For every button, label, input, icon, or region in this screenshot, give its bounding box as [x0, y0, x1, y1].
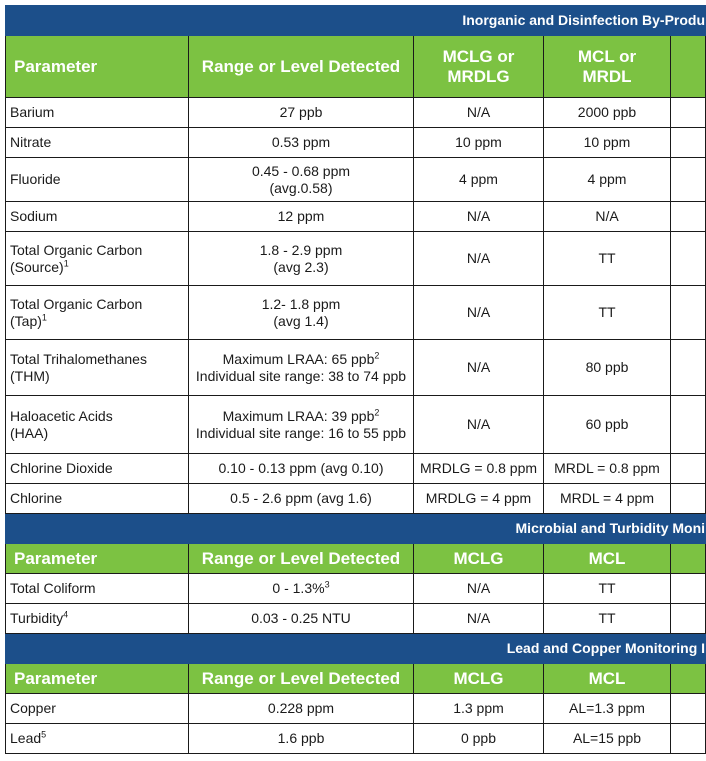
range-cell: 0.5 - 2.6 ppm (avg 1.6): [189, 484, 414, 514]
mcl-cell: 2000 ppb: [544, 98, 671, 128]
mclg-cell: N/A: [414, 98, 544, 128]
range-cell: 0.03 - 0.25 NTU: [189, 604, 414, 634]
parameter-cell: Fluoride: [6, 158, 189, 202]
section-band-microbial: [6, 514, 706, 544]
mcl-cell: MRDL = 0.8 ppm: [544, 454, 671, 484]
mclg-cell: MRDLG = 4 ppm: [414, 484, 544, 514]
range-cell: 0.45 - 0.68 ppm (avg.0.58): [189, 158, 414, 202]
section-title: Microbial and Turbidity Moni: [6, 514, 706, 544]
extra-cell: [671, 604, 706, 634]
extra-cell: [671, 724, 706, 754]
range-cell: 1.8 - 2.9 ppm (avg 2.3): [189, 232, 414, 286]
parameter-cell: Haloacetic Acids (HAA): [6, 396, 189, 454]
col-range: Range or Level Detected: [189, 544, 414, 574]
section-band-lead-copper: [6, 634, 706, 664]
range-cell: 27 ppb: [189, 98, 414, 128]
mcl-cell: TT: [544, 286, 671, 340]
mclg-cell: N/A: [414, 396, 544, 454]
section-band-inorganic: [6, 6, 706, 36]
col-parameter: Parameter: [6, 36, 189, 98]
col-mclg: MCLG or MRDLG: [414, 36, 544, 98]
mcl-cell: TT: [544, 574, 671, 604]
mcl-cell: AL=15 ppb: [544, 724, 671, 754]
water-quality-table: [5, 5, 706, 754]
parameter-cell: Chlorine Dioxide: [6, 454, 189, 484]
col-parameter: Parameter: [6, 664, 189, 694]
parameter-cell: Barium: [6, 98, 189, 128]
col-parameter: Parameter: [6, 544, 189, 574]
col-range: Range or Level Detected: [189, 36, 414, 98]
extra-cell: [671, 340, 706, 396]
mclg-cell: MRDLG = 0.8 ppm: [414, 454, 544, 484]
parameter-cell: Lead$^5$: [6, 724, 189, 754]
mclg-cell: 1.3 ppm: [414, 694, 544, 724]
mclg-cell: N/A: [414, 340, 544, 396]
parameter-cell: Turbidity$^4$: [6, 604, 189, 634]
table-row: [6, 484, 706, 514]
extra-cell: [671, 454, 706, 484]
extra-cell: [671, 202, 706, 232]
section-title: Inorganic and Disinfection By-Produ: [6, 6, 706, 36]
header-row: [6, 664, 706, 694]
parameter-cell: Total Organic Carbon (Source)$^1$: [6, 232, 189, 286]
extra-cell: [671, 286, 706, 340]
header-row: [6, 544, 706, 574]
table-row: [6, 340, 706, 396]
table-row: [6, 202, 706, 232]
col-range: Range or Level Detected: [189, 664, 414, 694]
extra-cell: [671, 396, 706, 454]
table-row: [6, 694, 706, 724]
range-cell: 1.2- 1.8 ppm (avg 1.4): [189, 286, 414, 340]
table-row: [6, 232, 706, 286]
extra-cell: [671, 98, 706, 128]
col-mcl: MCL or MRDL: [544, 36, 671, 98]
extra-cell: [671, 484, 706, 514]
extra-cell: [671, 574, 706, 604]
extra-cell: [671, 232, 706, 286]
col-extra: [671, 664, 706, 694]
mcl-cell: TT: [544, 232, 671, 286]
col-extra: [671, 36, 706, 98]
mcl-cell: AL=1.3 ppm: [544, 694, 671, 724]
mclg-cell: N/A: [414, 202, 544, 232]
mclg-cell: N/A: [414, 286, 544, 340]
mcl-cell: MRDL = 4 ppm: [544, 484, 671, 514]
range-cell: 12 ppm: [189, 202, 414, 232]
parameter-cell: Total Organic Carbon (Tap)$^1$: [6, 286, 189, 340]
col-mcl: MCL: [544, 664, 671, 694]
mclg-cell: 10 ppm: [414, 128, 544, 158]
table-row: [6, 128, 706, 158]
table-row: [6, 724, 706, 754]
mclg-cell: 0 ppb: [414, 724, 544, 754]
mcl-cell: N/A: [544, 202, 671, 232]
parameter-cell: Chlorine: [6, 484, 189, 514]
mcl-cell: TT: [544, 604, 671, 634]
range-cell: Maximum LRAA: 39 ppb$^2$ Individual site range: 16 to 55 ppb: [189, 396, 414, 454]
table-row: [6, 286, 706, 340]
range-cell: 0.53 ppm: [189, 128, 414, 158]
range-cell: 1.6 ppb: [189, 724, 414, 754]
table-row: [6, 454, 706, 484]
parameter-cell: Total Trihalomethanes (THM): [6, 340, 189, 396]
mclg-cell: N/A: [414, 604, 544, 634]
table-row: [6, 574, 706, 604]
col-mclg: MCLG: [414, 664, 544, 694]
range-cell: Maximum LRAA: 65 ppb$^2$ Individual site range: 38 to 74 ppb: [189, 340, 414, 396]
extra-cell: [671, 694, 706, 724]
mclg-cell: N/A: [414, 232, 544, 286]
mcl-cell: 10 ppm: [544, 128, 671, 158]
range-cell: 0 - 1.3%$^3$: [189, 574, 414, 604]
section-title: Lead and Copper Monitoring I: [6, 634, 706, 664]
parameter-cell: Copper: [6, 694, 189, 724]
table-row: [6, 604, 706, 634]
mcl-cell: 4 ppm: [544, 158, 671, 202]
mcl-cell: 60 ppb: [544, 396, 671, 454]
range-cell: 0.10 - 0.13 ppm (avg 0.10): [189, 454, 414, 484]
col-mclg: MCLG: [414, 544, 544, 574]
table-row: [6, 158, 706, 202]
range-cell: 0.228 ppm: [189, 694, 414, 724]
table-row: [6, 396, 706, 454]
extra-cell: [671, 158, 706, 202]
extra-cell: [671, 128, 706, 158]
table-row: [6, 98, 706, 128]
parameter-cell: Nitrate: [6, 128, 189, 158]
col-mcl: MCL: [544, 544, 671, 574]
parameter-cell: Total Coliform: [6, 574, 189, 604]
parameter-cell: Sodium: [6, 202, 189, 232]
mclg-cell: 4 ppm: [414, 158, 544, 202]
mclg-cell: N/A: [414, 574, 544, 604]
col-extra: [671, 544, 706, 574]
header-row: [6, 36, 706, 98]
mcl-cell: 80 ppb: [544, 340, 671, 396]
